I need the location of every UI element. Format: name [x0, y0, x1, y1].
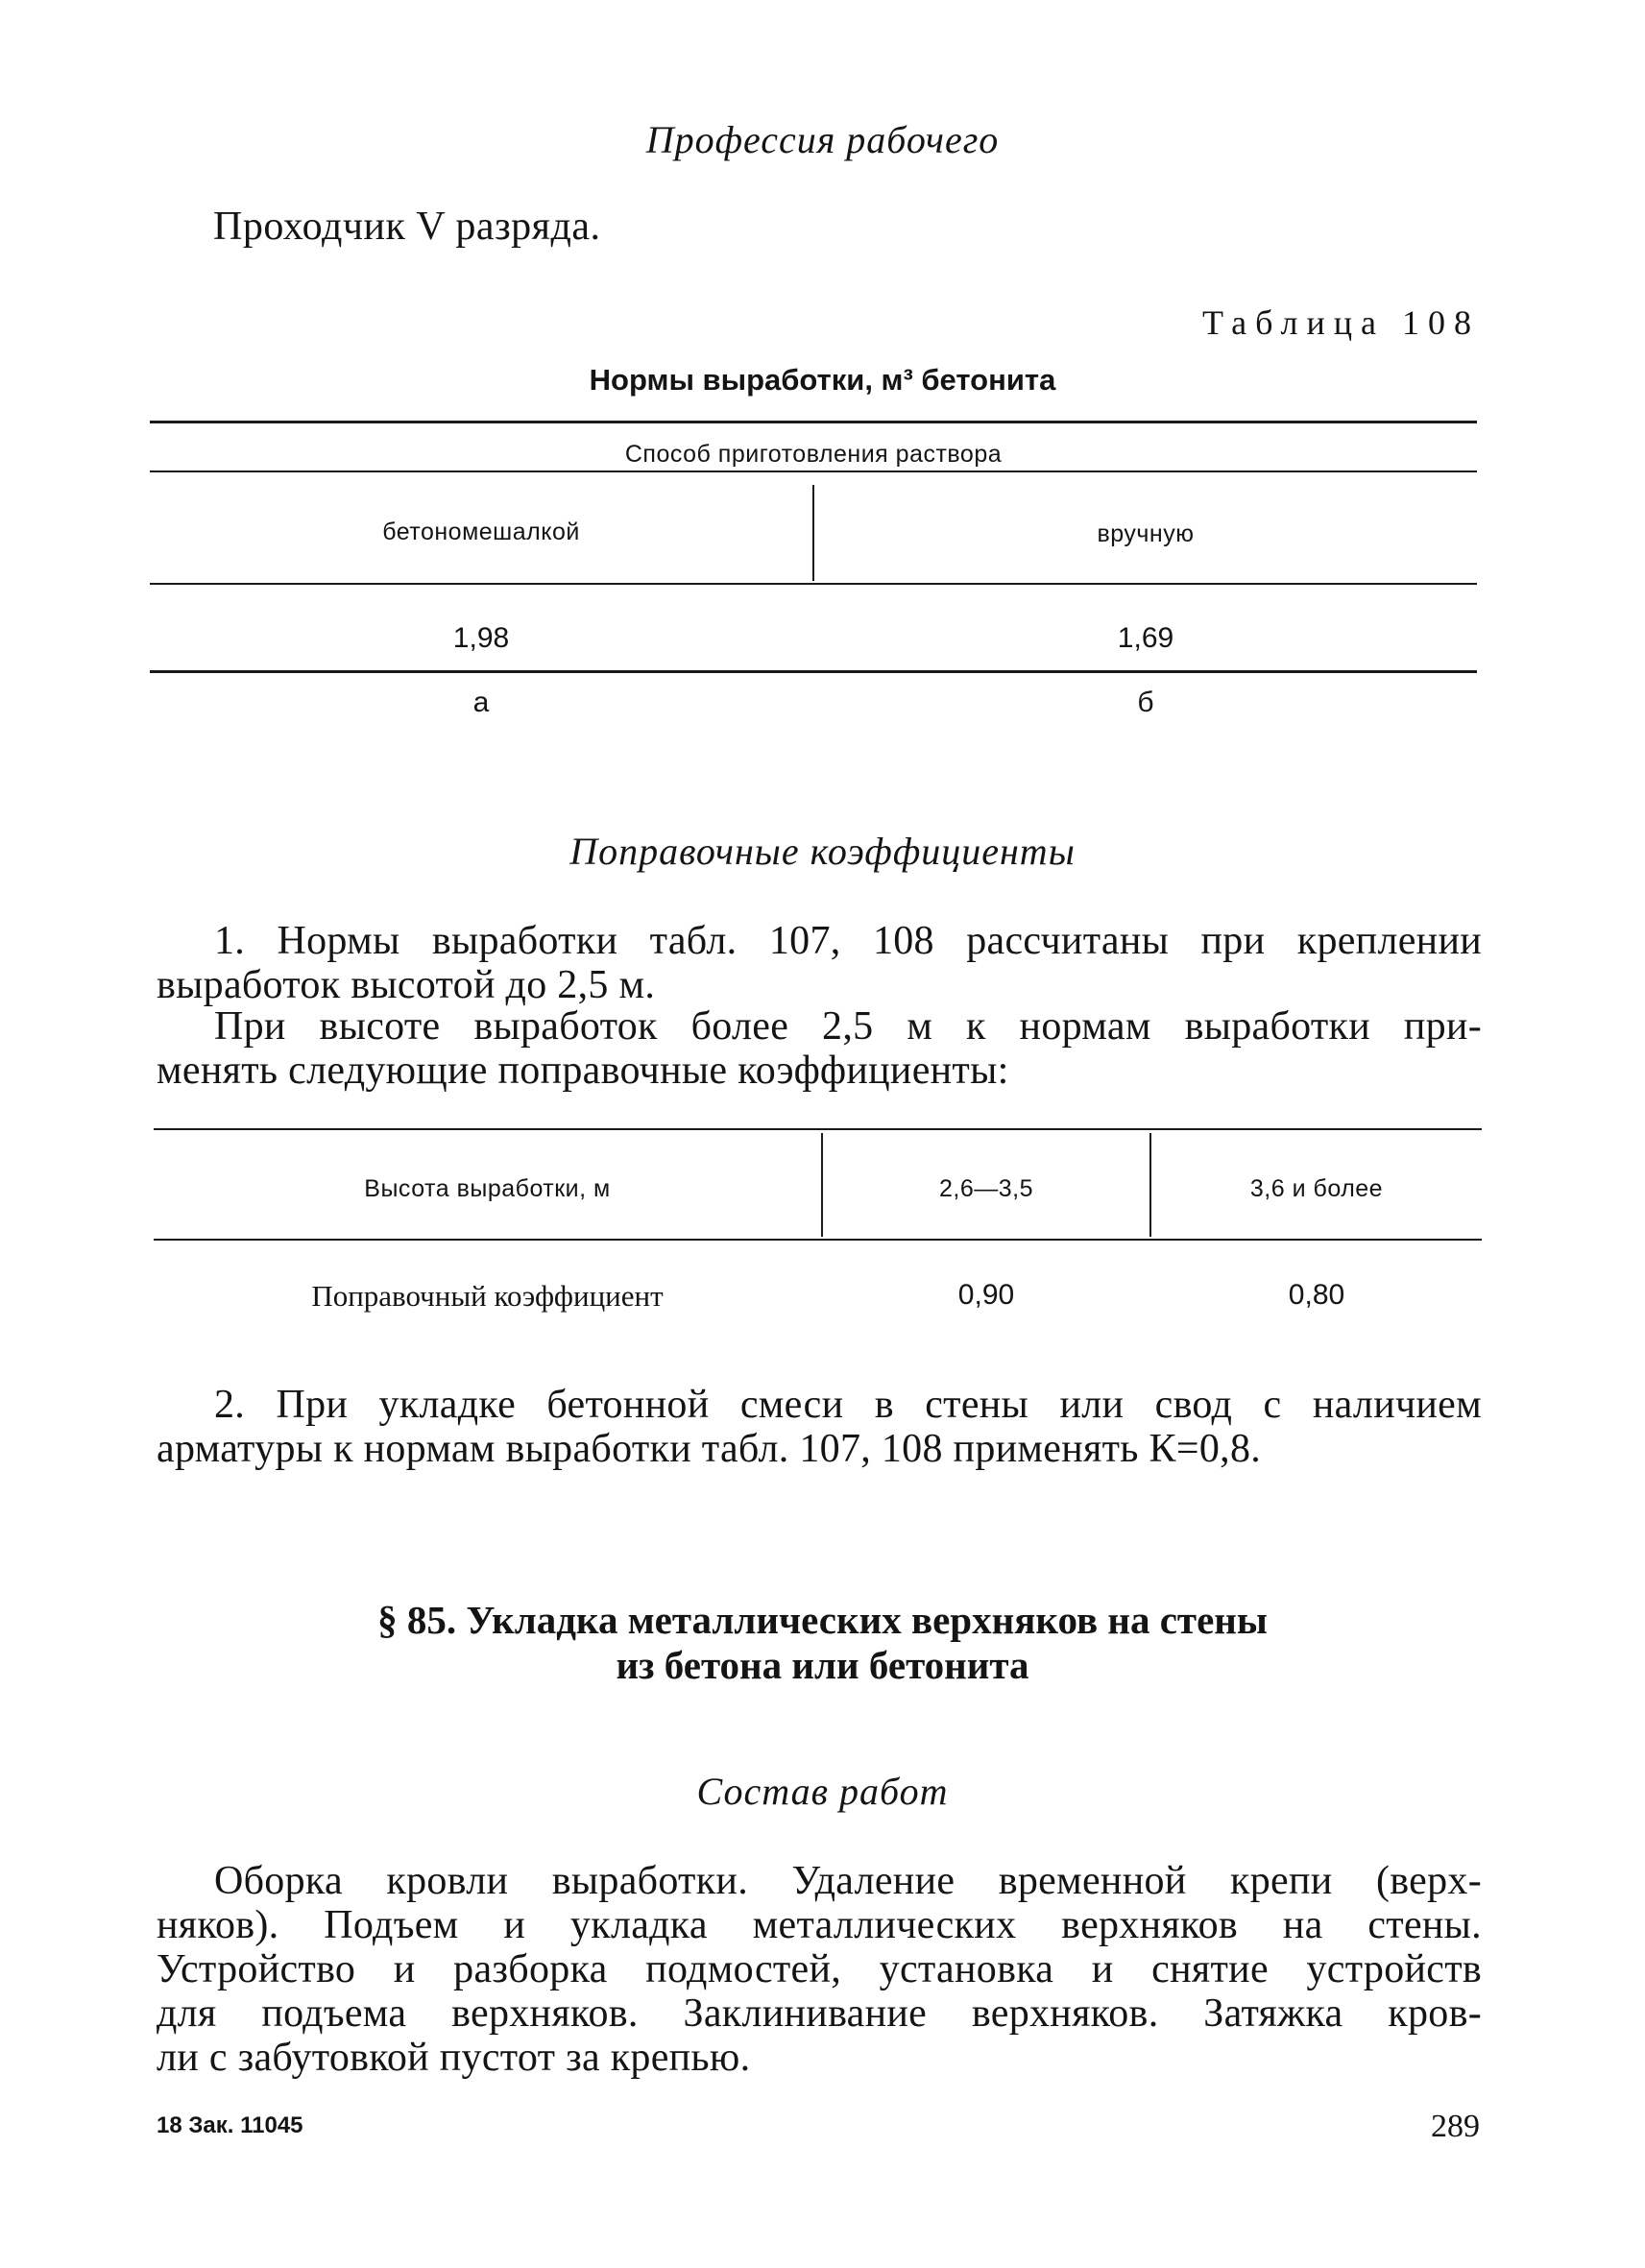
coefficient-value-1: 0,90: [957, 1279, 1015, 1311]
work-line-3: Устройство и разборка подмостей, установка и снятие устройств: [157, 1947, 1482, 1991]
correction-paragraph-1: [157, 919, 1482, 1007]
section-85-title: [0, 1598, 1645, 1688]
correction-paragraph-2: [157, 1004, 1482, 1093]
corrections-heading: Поправочные коэффициенты: [569, 830, 1076, 873]
work-composition-heading: Состав работ: [696, 1770, 949, 1813]
section-title-line-2: из бетона или бетонита: [616, 1643, 1029, 1687]
work-line-4: для подъема верхняков. Заклинивание верхняков. Затяжка кров-: [157, 1991, 1482, 2036]
coef-table-top-rule: [154, 1128, 1482, 1130]
value-mixer: 1,98: [452, 622, 510, 654]
work-line-1: Оборка кровли выработки. Удаление временной крепи (верх-: [214, 1859, 1482, 1903]
table-group-rule: [150, 470, 1477, 472]
work-line-2: няков). Подъем и укладка металлических верхняков на стены.: [157, 1903, 1482, 1947]
table-top-rule: [150, 421, 1477, 423]
worker-grade: Проходчик V разряда.: [213, 205, 601, 249]
paragraph-1-line-1: 1. Нормы выработки табл. 107, 108 рассчитаны при креплении: [214, 919, 1482, 963]
coefficient-row-label: Поправочный коэффициент: [311, 1279, 664, 1313]
column-header-mixer: бетономешалкой: [382, 519, 580, 545]
work-composition-text: [157, 1859, 1482, 2080]
height-range-2-header: 3,6 и более: [1249, 1175, 1384, 1202]
table-label: Таблица 108: [1202, 303, 1480, 342]
paragraph-1-line-2: выработок высотой до 2,5 м.: [157, 963, 656, 1007]
height-header: Высота выработки, м: [364, 1175, 611, 1202]
section-title-line-1: § 85. Укладка металлических верхняков на стены: [377, 1598, 1268, 1642]
table-header-rule: [150, 583, 1477, 585]
paragraph-3-line-1: 2. При укладке бетонной смеси в стены или свод с наличием: [214, 1383, 1482, 1427]
height-range-1-header: 2,6—3,5: [938, 1175, 1033, 1202]
table-title: Нормы выработки, м³ бетонита: [589, 363, 1056, 397]
table-bottom-rule: [150, 670, 1477, 673]
value-manual: 1,69: [1117, 622, 1174, 654]
coef-table-header-rule: [154, 1239, 1482, 1241]
coefficient-value-2: 0,80: [1288, 1279, 1345, 1311]
paragraph-2-line-1: При высоте выработок более 2,5 м к нормам выработки при-: [214, 1004, 1482, 1049]
table-group-header: Способ приготовления раствора: [624, 441, 1003, 468]
page-number: 289: [1431, 2109, 1480, 2144]
work-line-5: ли с забутовкой пустот за крепью.: [157, 2036, 751, 2080]
paragraph-3-line-2: арматуры к нормам выработки табл. 107, 108 применять К=0,8.: [157, 1427, 1262, 1471]
column-header-manual: вручную: [1097, 520, 1195, 547]
index-b: б: [1137, 687, 1154, 718]
paragraph-2-line-2: менять следующие поправочные коэффициенты:: [157, 1049, 1009, 1093]
correction-paragraph-3: [157, 1383, 1482, 1471]
profession-heading: Профессия рабочего: [645, 118, 1000, 161]
index-a: а: [472, 687, 490, 718]
print-order-note: 18 Зак. 11045: [157, 2112, 303, 2138]
